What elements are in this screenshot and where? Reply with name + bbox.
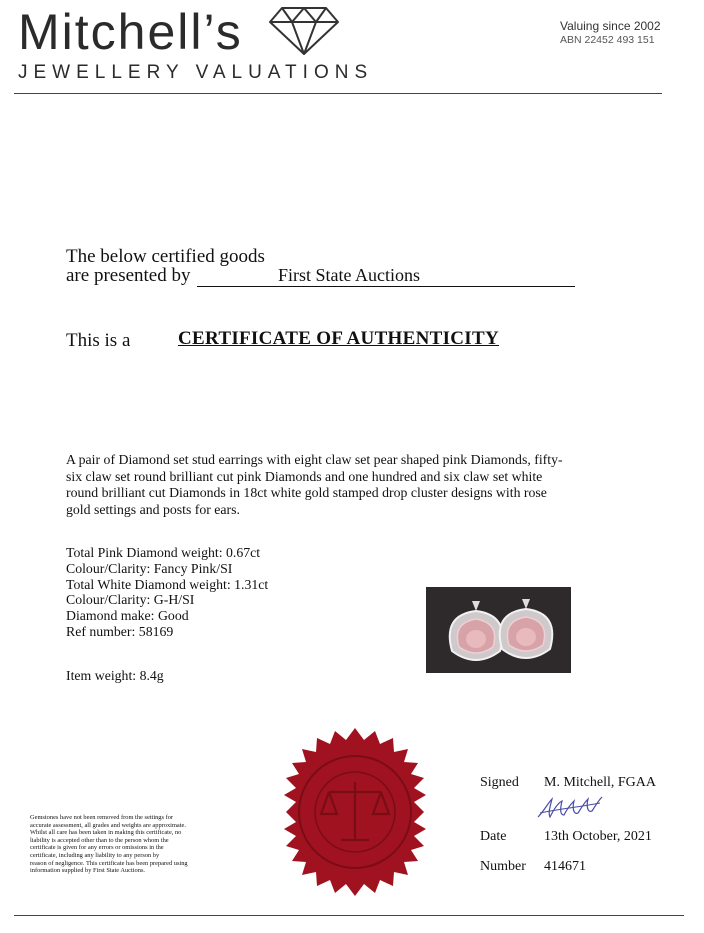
disclaimer-line: Gemstones have not been removed from the settings for xyxy=(30,814,174,821)
disclaimer-line: reason of negligence. This certificate has been prepared using xyxy=(30,859,188,867)
date-value: 13th October, 2021 xyxy=(544,829,652,844)
earrings-photo xyxy=(426,587,571,673)
signer-name: M. Mitchell, FGAA xyxy=(544,775,656,790)
wax-seal-icon xyxy=(270,727,440,902)
detail-line: Ref number: 58169 xyxy=(66,623,174,639)
item-description: A pair of Diamond set stud earrings with eight claw set pear shaped pink Diamonds, fifty-six claw set round brilliant cut pink Diamonds and one hundred and six claw set white round brilliant cut Diamonds in 18ct white gold stamped drop cluster designs with rose gold settings and posts for ears. xyxy=(66,452,563,517)
disclaimer-line: certificate is given for any errors or omissions in the xyxy=(30,844,164,852)
brand-name: Mitchell’s xyxy=(18,4,243,60)
detail-line: Colour/Clarity: G-H/SI xyxy=(66,592,195,608)
detail-line: Total White Diamond weight: 1.31ct xyxy=(66,576,269,592)
item-details xyxy=(66,545,268,640)
presenter-name: First State Auctions xyxy=(278,265,421,285)
disclaimer-line: information supplied by First State Auctions. xyxy=(30,867,146,875)
certificate-title: CERTIFICATE OF AUTHENTICITY xyxy=(178,328,499,349)
intro-line-2: are presented by xyxy=(66,265,191,286)
footer-divider xyxy=(14,915,684,916)
intro-line-1: The below certified goods xyxy=(66,246,265,267)
detail-line: Colour/Clarity: Fancy Pink/SI xyxy=(66,560,233,576)
item-weight: Item weight: 8.4g xyxy=(66,668,164,683)
header-divider xyxy=(14,93,662,94)
certificate-number: 414671 xyxy=(544,859,586,874)
date-label: Date xyxy=(480,829,507,844)
abn-number: ABN 22452 493 151 xyxy=(560,34,655,46)
number-label: Number xyxy=(480,859,526,874)
disclaimer-line: liability is accepted other than to the person whom the xyxy=(30,836,169,844)
brand-subtitle: JEWELLERY VALUATIONS xyxy=(18,62,374,83)
disclaimer-line: Whilst all care has been taken in making this certificate, no xyxy=(30,829,182,837)
disclaimer-line: certificate, including any liability to any person by xyxy=(30,851,160,859)
disclaimer-line: accurate assessment, all grades and weights are approximate. xyxy=(30,821,186,829)
diamond-icon xyxy=(268,4,340,61)
disclaimer xyxy=(30,814,262,875)
detail-line: Diamond make: Good xyxy=(66,608,189,624)
signed-label: Signed xyxy=(480,775,519,790)
detail-line: Total Pink Diamond weight: 0.67ct xyxy=(66,545,261,560)
certificate-prefix: This is a xyxy=(66,330,131,351)
handwritten-signature xyxy=(534,793,606,828)
tagline: Valuing since 2002 xyxy=(560,19,661,33)
